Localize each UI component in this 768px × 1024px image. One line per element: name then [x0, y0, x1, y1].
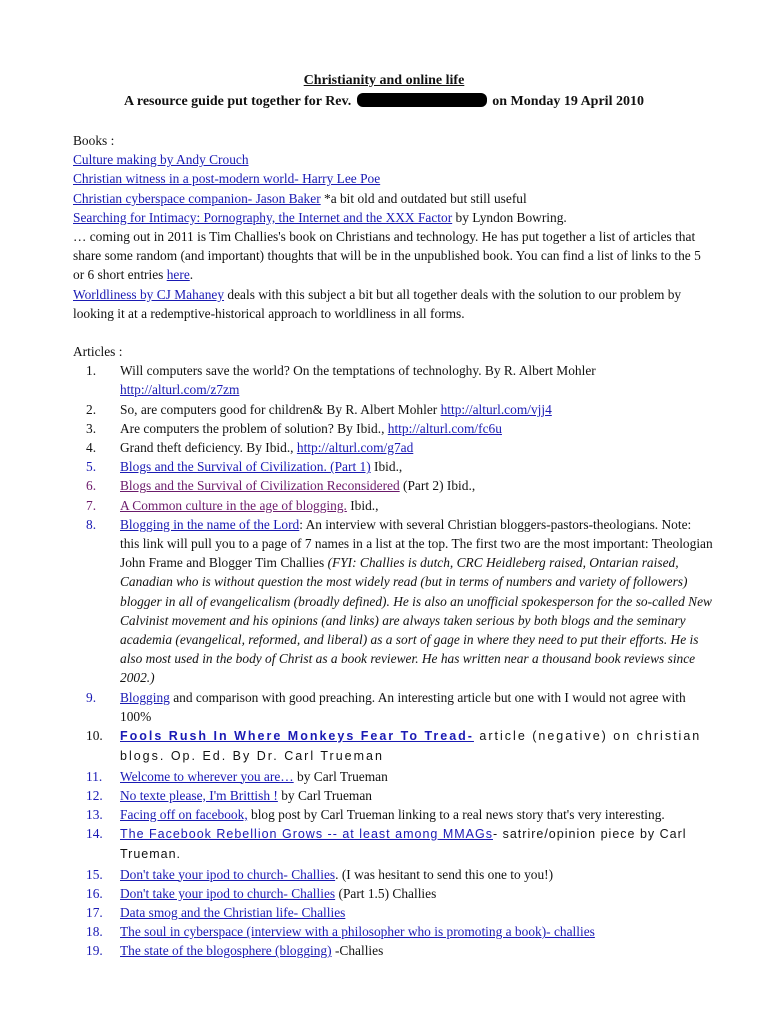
- book-item: [73, 208, 713, 227]
- list-item: 1. Will computers save the world? On the temptations of technologhy. By R. Albert Mohler http://alturl.com/z7zm: [86, 363, 596, 398]
- articles-list: [73, 361, 713, 960]
- article-link[interactable]: The Facebook Rebellion Grows -- at least among MMAGs: [120, 827, 493, 842]
- book-link[interactable]: Culture making by Andy Crouch: [73, 152, 249, 168]
- article-link[interactable]: Welcome to wherever you are…: [120, 768, 294, 784]
- book-item: [73, 169, 713, 188]
- book-item: [73, 150, 713, 169]
- article-link[interactable]: The state of the blogosphere (blogging): [120, 943, 332, 959]
- article-link[interactable]: Blogging in the name of the Lord: [120, 516, 300, 532]
- list-item: 19. The state of the blogosphere (blogging) -Challies: [86, 943, 384, 959]
- list-item: 7. A Common culture in the age of blogging. Ibid.,: [86, 497, 379, 513]
- article-link[interactable]: http://alturl.com/fc6u: [387, 420, 502, 436]
- fyi-note: (FYI: Challies is dutch, CRC Heidleberg raised, Ontarian raised, Canadian who is without question the most widely read (but in terms of numbers and variety of followers) blogger in all of evangelicalism (broadly defined). He is also an unofficial spokesperson for the so-called New Calvinist movement and his opinions (and links) are always taken serious by both blogs and the seminary academia (evangelical, reformed, and liberal) as a sort of gage in where they need to put their efforts. He is also most used in the body of Christ as a book reviewer. He has written near a thousand book reviews since 2002.): [120, 555, 712, 686]
- article-link[interactable]: Fools Rush In Where Monkeys Fear To Tread-: [120, 729, 474, 744]
- article-link[interactable]: Blogs and the Survival of Civilization. (Part 1): [120, 459, 371, 475]
- books-heading: Books :: [73, 133, 115, 148]
- document-body: [73, 131, 713, 961]
- article-link[interactable]: Don't take your ipod to church- Challies: [120, 866, 336, 882]
- list-item: 8. Blogging in the name of the Lord: An interview with several Christian bloggers-pastors-theologians. Note: this link will pull you to a page of 7 names in a list at the top. The first two are the most important: Theologian John Frame and Blogger Tim Challies (FYI: Challies is dutch, CRC Heidleberg raised, Ontarian raised, Canadian who is without question the most widely read (but in terms of numbers and variety of followers) blogger in all of evangelicalism (broadly defined). He is also an unofficial spokesperson for the so-called New Calvinist movement and his opinions (and links) are always taken serious by both blogs and the seminary academia (evangelical, reformed, and liberal) as a sort of gage in where they need to put their efforts. He is also most used in the body of Christ as a book reviewer. He has written near a thousand book reviews since 2002.): [86, 516, 713, 686]
- list-item: 16. Don't take your ipod to church- Challies (Part 1.5) Challies: [86, 885, 437, 901]
- book-note: *a bit old and outdated but still useful: [320, 190, 527, 206]
- article-link[interactable]: Don't take your ipod to church- Challies: [120, 885, 336, 901]
- document-subtitle: [0, 93, 768, 110]
- book-link[interactable]: Christian witness in a post-modern world- Harry Lee Poe: [73, 171, 381, 187]
- worldliness-link[interactable]: Worldliness by CJ Mahaney: [73, 286, 225, 302]
- document-title: Christianity and online life: [303, 73, 465, 88]
- here-link[interactable]: here: [166, 267, 190, 283]
- challies-paragraph: … coming out in 2011 is Tim Challies's book on Christians and technology. He has put together a list of articles that share some random (and important) thoughts that will be in the unpublished book. You can find a list of links to the 5 or 6 short entries here.: [73, 229, 701, 283]
- list-item: 14. The Facebook Rebellion Grows -- at least among MMAGs- satrire/opinion piece by Carl Trueman.: [86, 826, 687, 862]
- list-item: 13. Facing off on facebook, blog post by Carl Trueman linking to a real news story that's very interesting.: [86, 806, 665, 822]
- redaction-bar: [357, 93, 487, 107]
- list-item: 5. Blogs and the Survival of Civilization. (Part 1) Ibid.,: [86, 459, 403, 475]
- article-link[interactable]: Facing off on facebook,: [120, 806, 248, 822]
- list-item: 11. Welcome to wherever you are… by Carl Trueman: [86, 768, 388, 784]
- list-item: 6. Blogs and the Survival of Civilization Reconsidered (Part 2) Ibid.,: [86, 478, 476, 494]
- book-link[interactable]: Searching for Intimacy: Pornography, the Internet and the XXX Factor: [73, 209, 453, 225]
- article-link[interactable]: A Common culture in the age of blogging.: [120, 497, 347, 513]
- list-item: 10. Fools Rush In Where Monkeys Fear To Tread- article (negative) on christian blogs. Op. Ed. By Dr. Carl Trueman: [86, 728, 702, 764]
- articles-heading: Articles :: [73, 344, 123, 360]
- article-link[interactable]: http://alturl.com/vjj4: [440, 401, 552, 417]
- list-item: 9. Blogging and comparison with good preaching. An interesting article but one with I would not agree with 100%: [86, 689, 686, 724]
- article-link[interactable]: The soul in cyberspace (interview with a philosopher who is promoting a book)- challies: [120, 924, 595, 940]
- article-link[interactable]: http://alturl.com/z7zm: [120, 382, 240, 398]
- worldliness-paragraph: Worldliness by CJ Mahaney deals with this subject a bit but all together deals with the solution to our problem by looking it at a redemptive-historical approach to worldliness in all forms.: [73, 286, 682, 321]
- article-link[interactable]: Data smog and the Christian life- Challies: [120, 904, 346, 920]
- list-item: 2. So, are computers good for children& By R. Albert Mohler http://alturl.com/vjj4: [86, 401, 552, 417]
- list-item: 3. Are computers the problem of solution? By Ibid., http://alturl.com/fc6u: [86, 420, 502, 436]
- book-link[interactable]: Christian cyberspace companion- Jason Baker: [73, 190, 321, 206]
- list-item: 12. No texte please, I'm Brittish ! by Carl Trueman: [86, 787, 372, 803]
- article-link[interactable]: Blogging: [120, 689, 170, 705]
- subtitle-date: on Monday 19 April 2010: [492, 94, 644, 109]
- book-item: [73, 189, 713, 208]
- list-item: 17. Data smog and the Christian life- Challies: [86, 904, 346, 920]
- subtitle-prefix: A resource guide put together for Rev.: [124, 94, 352, 109]
- article-link[interactable]: No texte please, I'm Brittish !: [120, 787, 278, 803]
- list-item: 4. Grand theft deficiency. By Ibid., http://alturl.com/g7ad: [86, 440, 414, 456]
- book-author: by Lyndon Bowring.: [452, 209, 567, 225]
- article-link[interactable]: Blogs and the Survival of Civilization Reconsidered: [120, 478, 400, 494]
- article-link[interactable]: http://alturl.com/g7ad: [296, 440, 414, 456]
- list-item: 18. The soul in cyberspace (interview with a philosopher who is promoting a book)- challies: [86, 924, 595, 940]
- list-item: 15. Don't take your ipod to church- Challies. (I was hesitant to send this one to you!): [86, 866, 554, 882]
